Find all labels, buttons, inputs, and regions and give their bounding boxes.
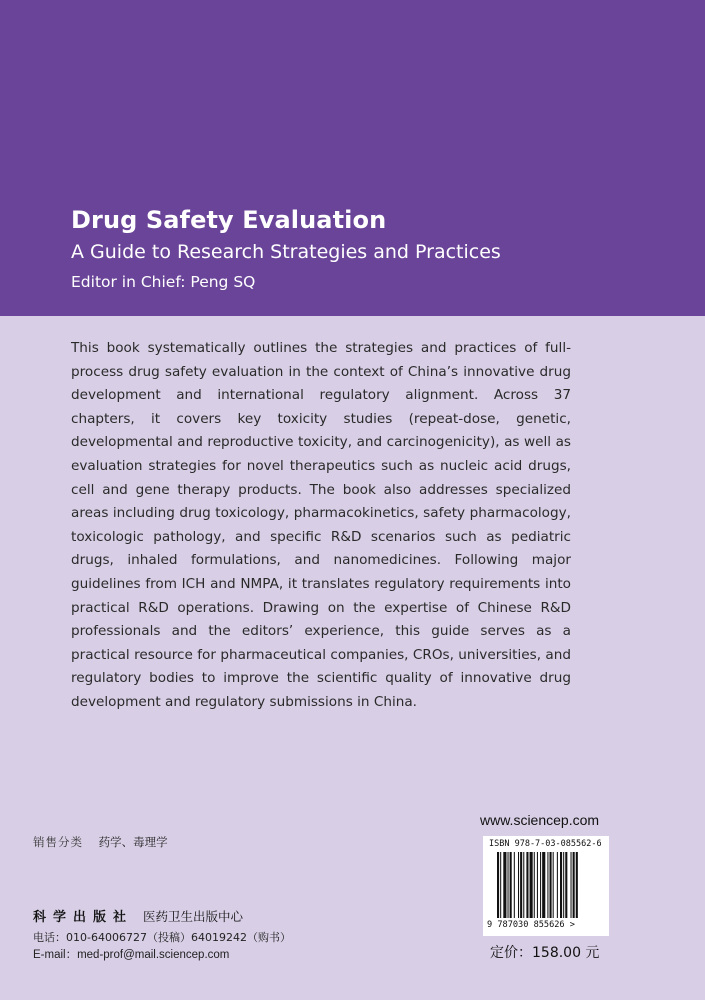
email-line: E-mail：med-prof@mail.sciencep.com bbox=[33, 949, 230, 961]
publisher-line bbox=[33, 906, 243, 925]
publisher-division: 医药卫生出版中心 bbox=[143, 909, 244, 924]
category-label: 销售分类 bbox=[33, 835, 83, 849]
book-subtitle: A Guide to Research Strategies and Practices bbox=[71, 241, 501, 263]
publisher-logo: 科学出版社 bbox=[33, 910, 134, 925]
editor-line: Editor in Chief: Peng SQ bbox=[71, 273, 256, 291]
book-title: Drug Safety Evaluation bbox=[71, 206, 387, 234]
publisher-website: www.sciencep.com bbox=[480, 812, 600, 828]
barcode-bars bbox=[497, 852, 597, 918]
sales-category bbox=[33, 834, 168, 850]
category-value: 药学、毒理学 bbox=[98, 835, 168, 849]
isbn-number: ISBN 978-7-03-085562-6 bbox=[489, 839, 602, 849]
title-band bbox=[0, 0, 705, 316]
book-description: This book systematically outlines the strategies and practices of full-process drug safety evaluation in the context of China’s innovative drug development and international regulatory alignment. Across 37 chapters, it covers key toxicity studies (repeat-dose, genetic, developmental and reproductive toxicity, and carcinogenicity), as well as evaluation strategies for novel therapeutics such as nucleic acid drugs, cell and gene therapy products. The book also addresses specialized areas including drug toxicology, pharmacokinetics, safety pharmacology, toxicologic pathology, and specific R&D scenarios such as pediatric drugs, inhaled formulations, and nanomedicines. Following major guidelines from ICH and NMPA, it translates regulatory requirements into practical R&D operations. Drawing on the expertise of Chinese R&D professionals and the editors’ experience, this guide serves as a practical resource for pharmaceutical companies, CROs, universities, and regulatory bodies to improve the scientific quality of innovative drug development and regulatory submissions in China. bbox=[71, 340, 571, 710]
phone-line: 电话：010-64006727（投稿）64019242（购书） bbox=[33, 931, 291, 944]
ean-digits: 9 787030 855626 > bbox=[487, 920, 575, 930]
price: 定价：158.00 元 bbox=[490, 945, 600, 961]
isbn-barcode bbox=[483, 836, 609, 936]
